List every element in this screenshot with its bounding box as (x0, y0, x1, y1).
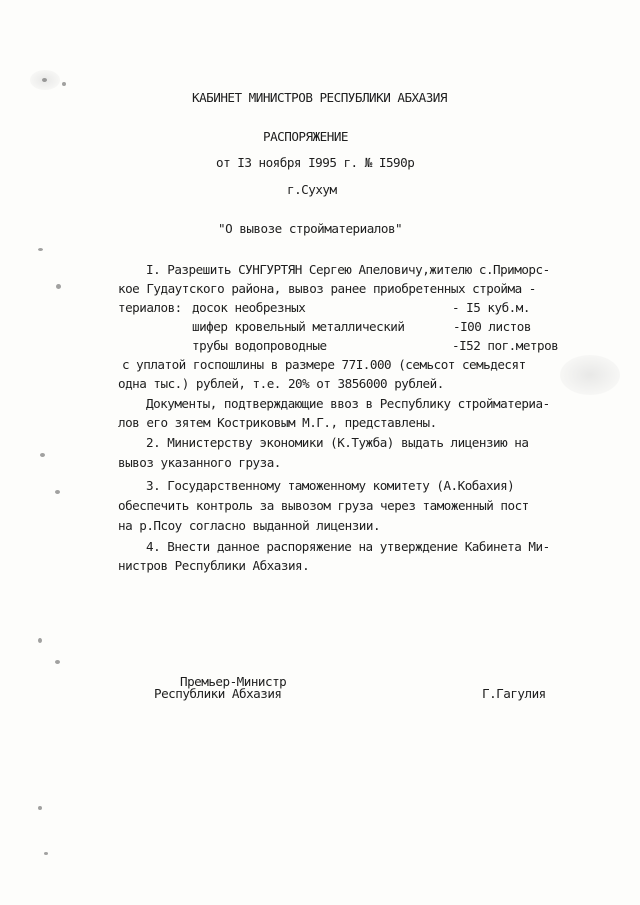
paragraph-3-line: на р.Псоу согласно выданной лицензии. (118, 518, 381, 533)
paragraph-3-line: 3. Государственному таможенному комитету (А.Кобахия) (146, 478, 515, 493)
item-quantity: - I5 куб.м. (452, 300, 530, 315)
item-quantity: -I52 пог.метров (452, 338, 559, 353)
scan-speck (38, 248, 43, 251)
item-prefix: териалов: (118, 300, 182, 315)
document-type: РАСПОРЯЖЕНИЕ (263, 129, 348, 144)
paragraph-1-line: I. Разрешить СУНГУРТЯН Сергею Апеловичу,жителю с.Приморс- (146, 262, 550, 277)
scan-speck (55, 660, 60, 664)
scan-speck (62, 82, 66, 86)
scan-speck (55, 490, 60, 494)
organization-heading: КАБИНЕТ МИНИСТРОВ РЕСПУБЛИКИ АБХАЗИЯ (192, 90, 447, 105)
paragraph-1b-line: Документы, подтверждающие ввоз в Республику стройматериа- (146, 396, 550, 411)
item-name: шифер кровельный металлический (192, 319, 405, 334)
document-date-number: от I3 ноября I995 г. № I590р (216, 155, 415, 170)
paragraph-1-line: кое Гудаутского района, вывоз ранее приобретенных стройма - (118, 281, 536, 296)
paragraph-2-line: 2. Министерству экономики (К.Тужба) выдать лицензию на (146, 435, 529, 450)
document-city: г.Сухум (287, 182, 337, 197)
document-subject: "О вывозе стройматериалов" (218, 221, 403, 236)
paragraph-1-line: с уплатой госпошлины в размере 77I.000 (семьсот семьдесят (122, 357, 526, 372)
scan-speck (38, 638, 42, 643)
scan-speck (38, 806, 42, 810)
scan-smudge (560, 355, 620, 395)
paragraph-2-line: вывоз указанного груза. (118, 455, 281, 470)
signatory-name: Г.Гагулия (482, 686, 546, 701)
signatory-title: Республики Абхазия (154, 686, 282, 701)
paragraph-4-line: нистров Республики Абхазия. (118, 558, 310, 573)
item-name: досок необрезных (192, 300, 306, 315)
paragraph-1b-line: лов его зятем Костриковым М.Г., представлены. (118, 415, 437, 430)
scan-speck (40, 453, 45, 457)
scan-speck (44, 852, 48, 855)
scan-speck (56, 284, 61, 289)
signatory-title: Премьер-Министр (180, 674, 287, 689)
item-quantity: -I00 листов (453, 319, 531, 334)
paragraph-1-line: одна тыс.) рублей, т.е. 20% от 3856000 рублей. (118, 376, 444, 391)
paragraph-3-line: обеспечить контроль за вывозом груза через таможенный пост (118, 498, 529, 513)
scan-speck (42, 78, 47, 82)
paragraph-4-line: 4. Внести данное распоряжение на утверждение Кабинета Ми- (146, 539, 550, 554)
item-name: трубы водопроводные (192, 338, 327, 353)
